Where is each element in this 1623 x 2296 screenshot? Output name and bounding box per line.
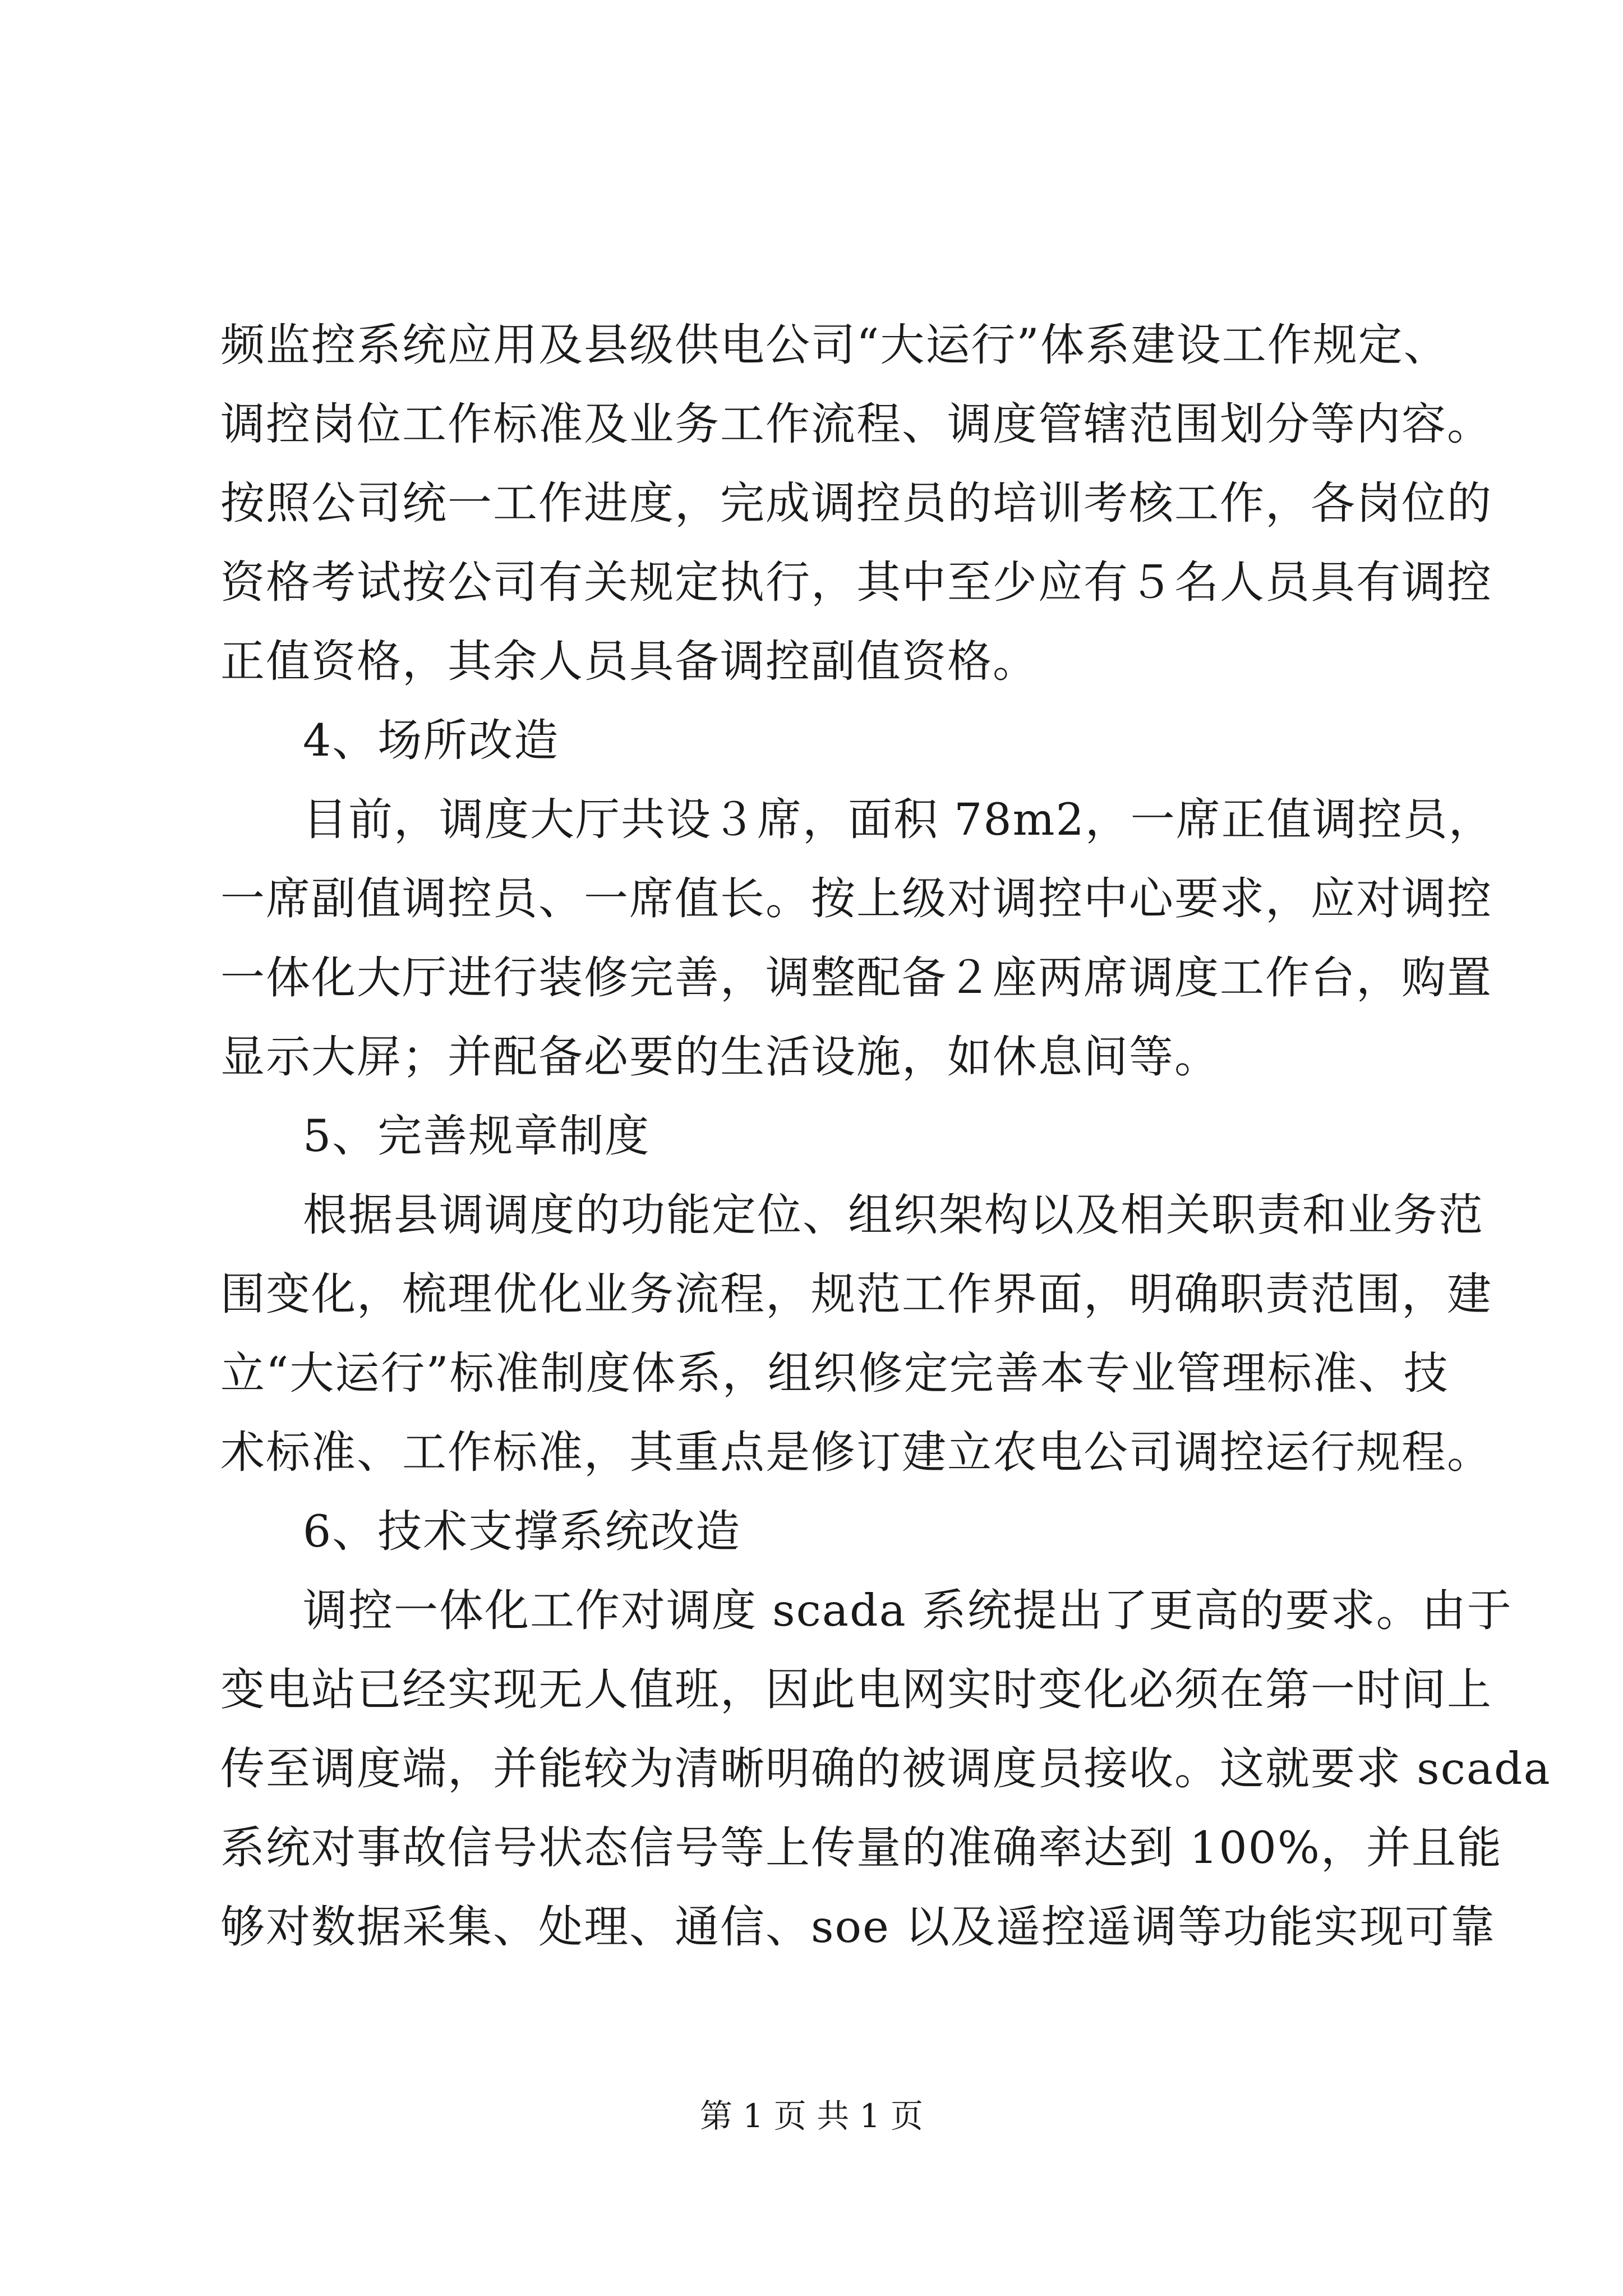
section-heading-5: 5、完善规章制度 — [303, 1110, 651, 1162]
text-line-13: 围变化，梳理优化业务流程，规范工作界面，明确职责范围，建 — [220, 1268, 1492, 1320]
text-line-10: 显示大屏；并配备必要的生活设施，如休息间等。 — [220, 1031, 1220, 1083]
section-heading-6: 6、技术支撑系统改造 — [303, 1506, 741, 1557]
page-footer: 第 1 页 共 1 页 — [700, 2097, 923, 2135]
text-line-19: 传至调度端，并能较为清晰明确的被调度员接收。这就要求 scada — [220, 1743, 1551, 1795]
text-line-8: 一席副值调控员、一席值长。按上级对调控中心要求，应对调控 — [220, 873, 1492, 924]
text-line-9: 一体化大厅进行装修完善，调整配备２座两席调度工作台，购置 — [220, 952, 1492, 1004]
text-line-1: 频监控系统应用及县级供电公司“大运行”体系建设工作规定、 — [220, 319, 1449, 371]
text-line-20: 系统对事故信号状态信号等上传量的准确率达到 100%，并且能 — [220, 1822, 1502, 1874]
text-line-17: 调控一体化工作对调度 scada 系统提出了更高的要求。由于 — [303, 1585, 1513, 1636]
text-line-7: 目前，调度大厅共设３席，面积 78m2，一席正值调控员， — [303, 794, 1494, 845]
text-line-5: 正值资格，其余人员具备调控副值资格。 — [220, 636, 1038, 687]
text-line-4: 资格考试按公司有关规定执行，其中至少应有５名人员具有调控 — [220, 556, 1492, 608]
text-line-18: 变电站已经实现无人值班，因此电网实时变化必须在第一时间上 — [220, 1664, 1492, 1715]
text-line-3: 按照公司统一工作进度，完成调控员的培训考核工作，各岗位的 — [220, 477, 1492, 529]
section-heading-4: 4、场所改造 — [303, 715, 560, 766]
text-line-2: 调控岗位工作标准及业务工作流程、调度管辖范围划分等内容。 — [220, 398, 1492, 450]
text-line-14: 立“大运行”标准制度体系，组织修定完善本专业管理标准、技 — [220, 1347, 1449, 1399]
text-line-15: 术标准、工作标准，其重点是修订建立农电公司调控运行规程。 — [220, 1427, 1492, 1478]
text-line-21: 够对数据采集、处理、通信、soe 以及遥控遥调等功能实现可靠 — [220, 1901, 1496, 1953]
text-line-12: 根据县调调度的功能定位、组织架构以及相关职责和业务范 — [303, 1189, 1484, 1241]
